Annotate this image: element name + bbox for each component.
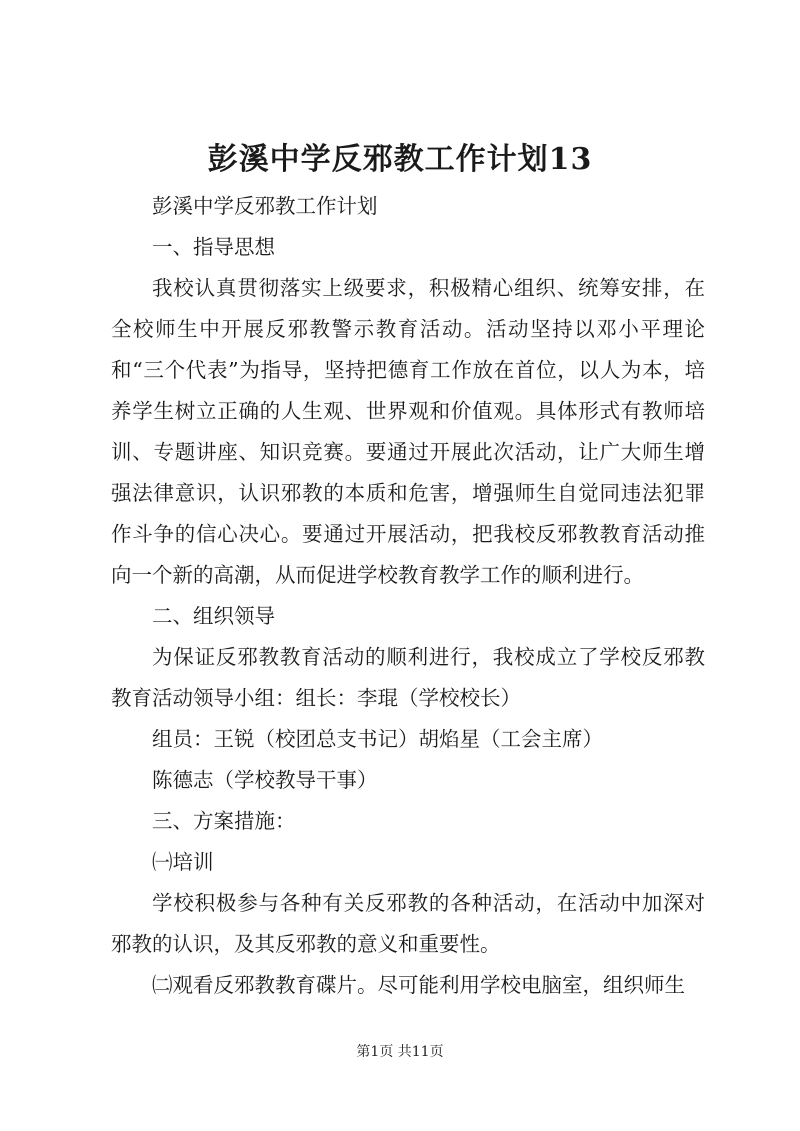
paragraph-member-chen: 陈德志（学校教导干事）	[152, 768, 378, 792]
paragraph-subtitle: 彭溪中学反邪教工作计划	[152, 194, 378, 218]
heading-guiding-ideology: 一、指导思想	[152, 235, 275, 259]
paragraph-watch-discs: ㈡观看反邪教教育碟片。尽可能利用学校电脑室，组织师生	[152, 973, 685, 997]
heading-organization-leadership: 二、组织领导	[152, 604, 275, 628]
page-number: 第1页 共11页	[356, 1044, 444, 1060]
heading-training: ㈠培训	[152, 850, 214, 874]
paragraph-training: 学校积极参与各种有关反邪教的各种活动，在活动中加深对邪教的认识，及其反邪教的意义和重要性。	[111, 891, 705, 956]
paragraph-guiding-ideology: 我校认真贯彻落实上级要求，积极精心组织、统筹安排，在全校师生中开展反邪教警示教育活动。活动坚持以邓小平理论和“三个代表”为指导，坚持把德育工作放在首位，以人为本，培养学生树立正确的人生观、世界观和价值观。具体形式有教师培训、专题讲座、知识竞赛。要通过开展此次活动，让广大师生增强法律意识，认识邪教的本质和危害，增强师生自觉同违法犯罪作斗争的信心决心。要通过开展活动，把我校反邪教教育活动推向一个新的高潮，从而促进学校教育教学工作的顺利进行。	[111, 276, 705, 587]
document-title: 彭溪中学反邪教工作计划13	[207, 142, 593, 177]
document-body	[111, 186, 705, 1006]
paragraph-members: 组员：王锐（校团总支书记）胡焰星（工会主席）	[152, 727, 603, 751]
paragraph-leadership-group: 为保证反邪教教育活动的顺利进行，我校成立了学校反邪教教育活动领导小组：组长：李琨（学校校长）	[111, 645, 705, 710]
heading-measures: 三、方案措施：	[152, 809, 296, 833]
